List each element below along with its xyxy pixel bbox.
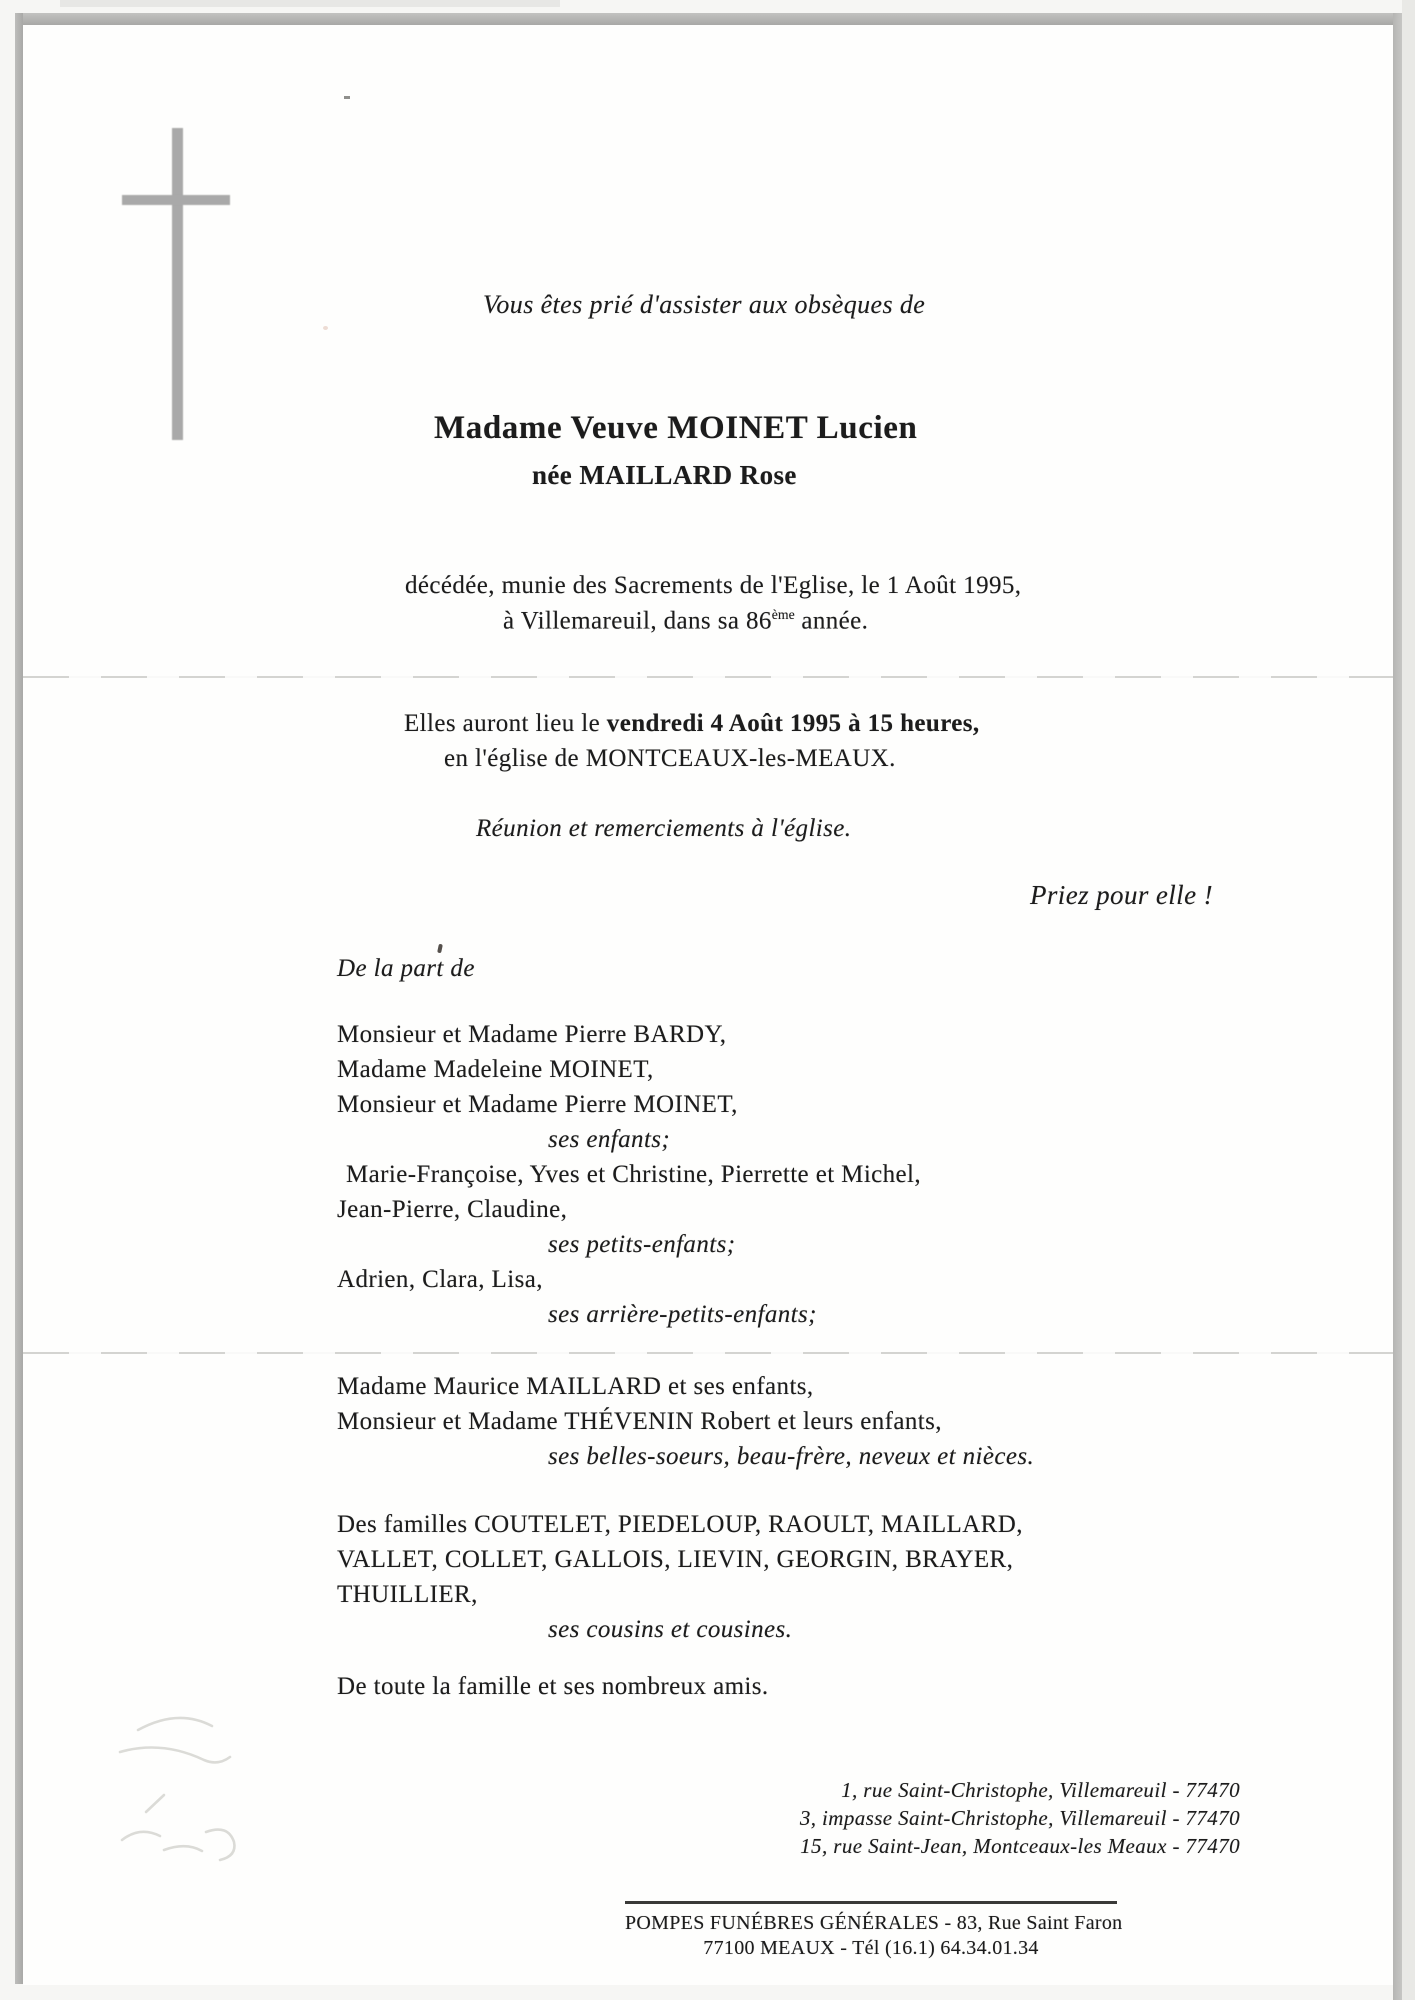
family-line: Des familles COUTELET, PIEDELOUP, RAOULT, MAILLARD, — [337, 1511, 1023, 1538]
ceremony-line-1 — [404, 711, 980, 736]
family-line: De toute la famille et ses nombreux amis. — [337, 1673, 769, 1700]
maiden-name: née MAILLARD Rose — [532, 460, 797, 490]
family-line: Monsieur et Madame Pierre BARDY, — [337, 1021, 727, 1048]
fold-line-upper — [23, 676, 1393, 678]
relation-label: ses belles-soeurs, beau-frère, neveux et nièces. — [548, 1443, 1035, 1470]
funeral-home-contact: 77100 MEAUX - Tél (16.1) 64.34.01.34 — [703, 1937, 1039, 1959]
death-line-2-end: année. — [794, 607, 869, 635]
scan-border-right — [1393, 13, 1402, 2000]
scan-smudge — [60, 0, 560, 7]
address-line: 1, rue Saint-Christophe, Villemareuil - 77470 — [841, 1778, 1240, 1802]
family-line: Marie-Françoise, Yves et Christine, Pierrette et Michel, — [346, 1161, 922, 1188]
family-line: Monsieur et Madame Pierre MOINET, — [337, 1091, 738, 1118]
ordinal-suffix: ème — [771, 607, 795, 622]
family-line: VALLET, COLLET, GALLOIS, LIEVIN, GEORGIN, BRAYER, — [337, 1546, 1014, 1573]
prayer-line: Priez pour elle ! — [1030, 880, 1214, 910]
paper-crease-marks — [100, 1700, 290, 1880]
address-line: 15, rue Saint-Jean, Montceaux-les Meaux - 77470 — [800, 1834, 1240, 1858]
family-line: THUILLIER, — [337, 1581, 478, 1608]
family-line: Adrien, Clara, Lisa, — [337, 1266, 543, 1293]
relation-label: ses cousins et cousines. — [548, 1616, 793, 1643]
relation-label: ses arrière-petits-enfants; — [548, 1301, 817, 1328]
reunion-line: Réunion et remerciements à l'église. — [476, 815, 852, 842]
death-line-1: décédée, munie des Sacrements de l'Eglise, le 1 Août 1995, — [405, 572, 1022, 599]
deceased-name: Madame Veuve MOINET Lucien — [434, 410, 918, 446]
family-line: Madame Madeleine MOINET, — [337, 1056, 654, 1083]
funeral-home-rule — [625, 1901, 1117, 1904]
cross-vertical-bar — [172, 128, 183, 440]
fold-line-lower — [23, 1352, 1393, 1354]
ink-speck — [344, 96, 350, 99]
family-line: Monsieur et Madame THÉVENIN Robert et leurs enfants, — [337, 1408, 942, 1435]
relation-label: ses enfants; — [548, 1126, 671, 1153]
family-line: Jean-Pierre, Claudine, — [337, 1196, 568, 1223]
scan-margin-right — [1402, 0, 1415, 2000]
scan-border-left — [15, 13, 23, 1984]
cross-horizontal-bar — [122, 195, 230, 205]
from-label: De la part de — [337, 955, 475, 982]
funeral-home-name: POMPES FUNÉBRES GÉNÉRALES - 83, Rue Saint Faron — [625, 1912, 1123, 1934]
ink-speck — [323, 326, 328, 330]
intro-line: Vous êtes prié d'assister aux obsèques de — [483, 290, 926, 319]
scan-border-top — [15, 13, 1401, 25]
death-line-2-text: à Villemareuil, dans sa 86 — [503, 607, 772, 635]
relation-label: ses petits-enfants; — [548, 1231, 736, 1258]
ceremony-datetime: vendredi 4 Août 1995 à 15 heures, — [606, 710, 980, 737]
ceremony-prefix: Elles auront lieu le — [404, 710, 607, 737]
family-line: Madame Maurice MAILLARD et ses enfants, — [337, 1373, 814, 1400]
address-line: 3, impasse Saint-Christophe, Villemareuil - 77470 — [799, 1806, 1240, 1830]
ceremony-line-2: en l'église de MONTCEAUX-les-MEAUX. — [444, 745, 896, 772]
death-line-2 — [503, 608, 868, 633]
